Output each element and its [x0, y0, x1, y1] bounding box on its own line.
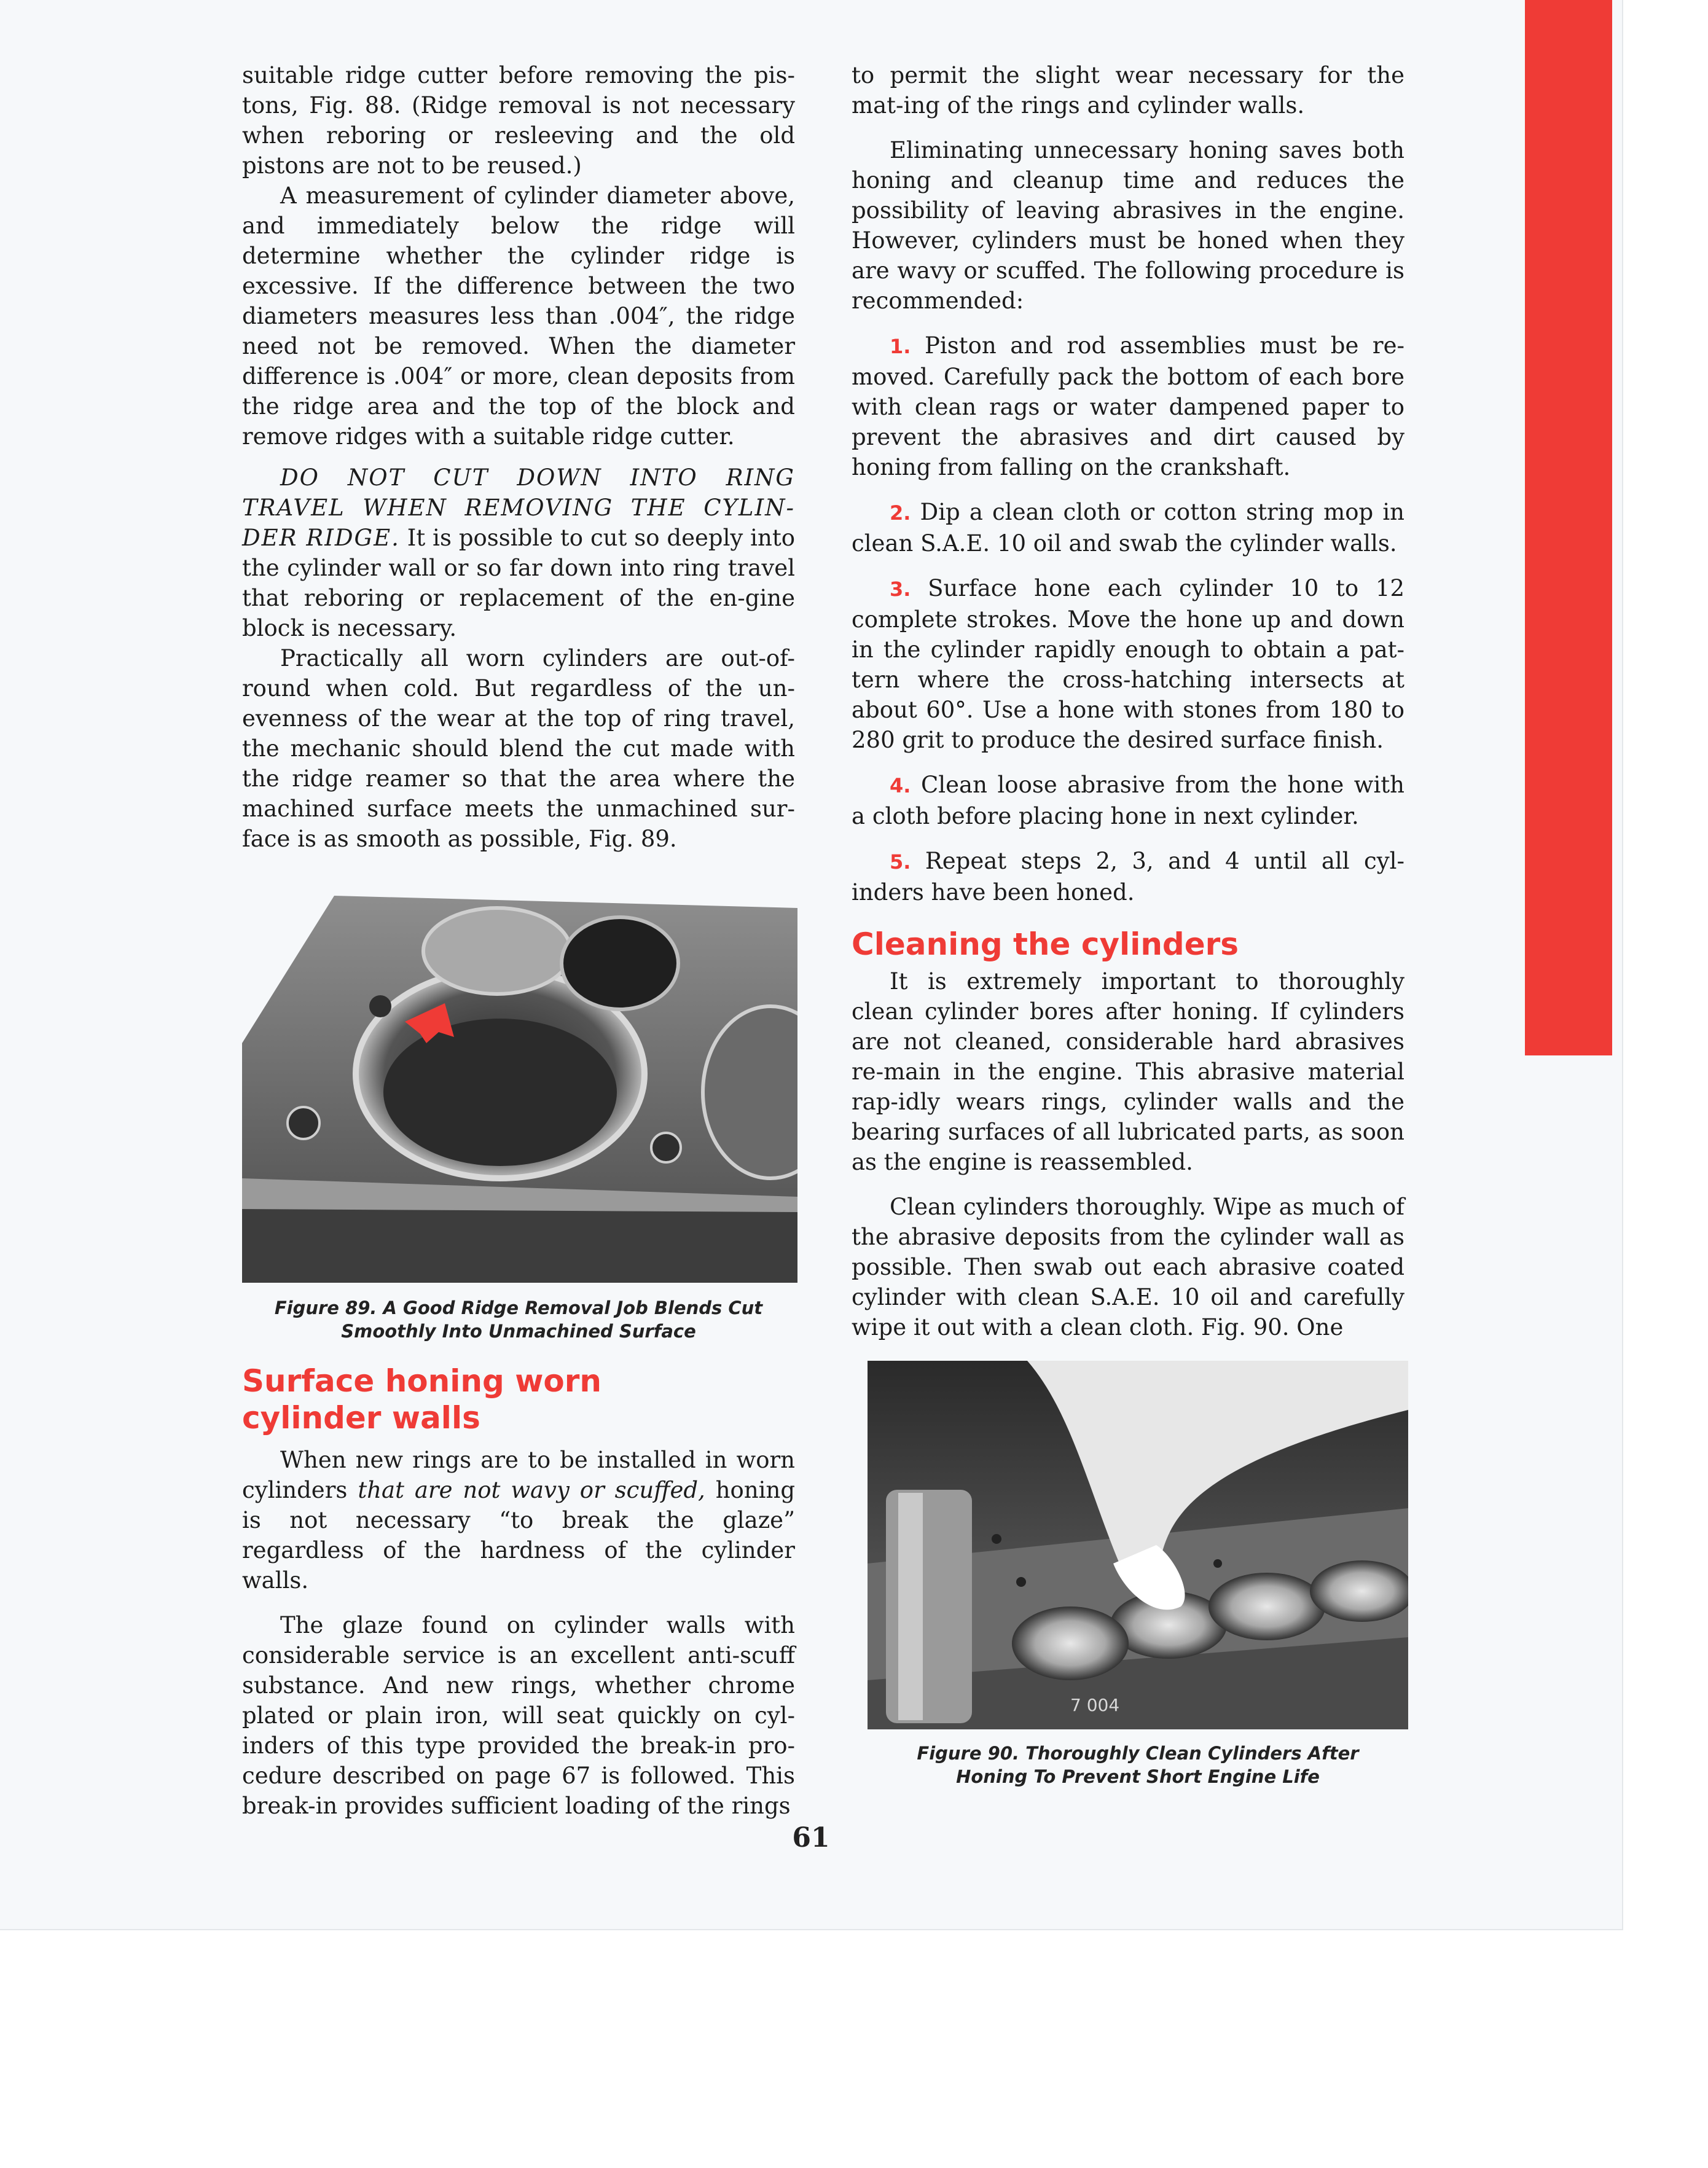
section-heading-cleaning: Cleaning the cylinders	[852, 926, 1239, 962]
block-stamp: 7 004	[1070, 1695, 1120, 1715]
step-text: Repeat steps 2, 3, and 4 until all cyl-inders have been honed.	[852, 848, 1404, 906]
step-text: Surface hone each cylinder 10 to 12 complete strokes. Move the hone up and down in the cylinder rapidly enough to obtain a pat-tern where the cross-hatching intersects at about 60°. Use a hone with stones from 180 to 280 grit to produce the desired surface finish.	[852, 575, 1404, 753]
step-text: Clean loose abrasive from the hone with a cloth before placing hone in next cylinder.	[852, 772, 1404, 829]
red-edge-tab	[1525, 0, 1612, 1055]
caption-line: Figure 89. A Good Ridge Removal Job Blends Cut	[274, 1297, 763, 1318]
paragraph-text: honing is not necessary “to break the glaze” regardless of the hardness of the cylinder walls.	[242, 1477, 796, 1594]
paragraph: The glaze found on cylinder walls with considerable service is an excellent anti-scuff substance. And new rings, whether chrome plated or plain iron, will seat quickly on cyl-inders of this type provided the break-in pro-cedure described on page 67 is followed. This break-in provides sufficient loading of the rings	[242, 1612, 795, 1819]
figure-90-photo	[868, 1361, 1408, 1729]
step-1	[852, 331, 1404, 482]
heading-line: cylinder walls	[242, 1400, 480, 1436]
engine-block-ridge-image	[242, 890, 797, 1283]
paragraph: A measurement of cylinder diameter above, and immediately below the ridge will determine whether the cylinder ridge is excessive. If the difference between the two diameters measures less than .004″, the ridge need not be removed. When the diameter difference is .004″ or more, clean deposits from the ridge area and the top of the block and remove ridges with a suitable ridge cutter.	[242, 182, 795, 450]
paragraph-text: It is possible to cut so deeply into the cylinder wall or so far down into ring travel that reboring or replacement of the en-gine block is necessary.	[242, 525, 795, 641]
section-heading-surface-honing	[242, 1363, 795, 1436]
left-column	[242, 60, 795, 1821]
caption-line: Smoothly Into Unmachined Surface	[341, 1321, 696, 1342]
step-5	[852, 846, 1404, 907]
paragraph-warning	[242, 463, 795, 643]
warning-text: DO NOT CUT DOWN INTO RING TRAVEL WHEN REMOVING THE CYLIN-DER RIDGE.	[242, 464, 795, 551]
step-number: 1.	[890, 335, 911, 358]
paragraph-text: When new rings are to be installed in worn cylinders	[242, 1447, 795, 1503]
caption-line: Honing To Prevent Short Engine Life	[956, 1766, 1320, 1787]
paragraph: suitable ridge cutter before removing the pis-tons, Fig. 88. (Ridge removal is not necessary when reboring or resleeving and the old pistons are not to be reused.)	[242, 62, 795, 179]
step-number: 5.	[890, 850, 911, 874]
emphasis-text: that are not wavy or scuffed,	[358, 1477, 705, 1503]
paragraph: It is extremely important to thoroughly clean cylinder bores after honing. If cylinders are not cleaned, considerable hard abrasives re-main in the engine. This abrasive material rap-idly wears rings, cylinder walls and the bearing surfaces of all lubricated parts, as soon as the engine is reassembled.	[852, 968, 1404, 1175]
paragraph: Practically all worn cylinders are out-of-round when cold. But regardless of the un-evenness of the wear at the top of ring travel, the mechanic should blend the cut made with the ridge reamer so that the area where the machined surface meets the unmachined sur-face is as smooth as possible, Fig. 89.	[242, 645, 795, 852]
figure-89-caption	[242, 1296, 795, 1343]
figure-90-caption	[868, 1742, 1408, 1788]
heading-line: Surface honing worn	[242, 1363, 601, 1399]
caption-line: Figure 90. Thoroughly Clean Cylinders After	[917, 1743, 1359, 1764]
step-3	[852, 573, 1404, 755]
paragraph: Clean cylinders thoroughly. Wipe as much of the abrasive deposits from the cylinder wall as possible. Then swab out each abrasive coated cylinder with clean S.A.E. 10 oil and carefully wipe it out with a clean cloth. Fig. 90. One	[852, 1194, 1404, 1340]
step-number: 4.	[890, 774, 911, 797]
right-column	[852, 60, 1404, 1788]
step-text: Piston and rod assemblies must be re-moved. Carefully pack the bottom of each bore with clean rags or water dampened paper to prevent the abrasives and dirt caused by honing from falling on the crankshaft.	[852, 332, 1404, 480]
cylinder-cleaning-image	[868, 1361, 1408, 1729]
figure-89-photo	[242, 890, 797, 1283]
paragraph	[242, 1445, 795, 1595]
step-2	[852, 497, 1404, 558]
step-number: 3.	[890, 577, 911, 601]
paragraph: Eliminating unnecessary honing saves both honing and cleanup time and reduces the possibility of leaving abrasives in the engine. However, cylinders must be honed when they are wavy or scuffed. The following procedure is recommended:	[852, 137, 1404, 314]
step-number: 2.	[890, 501, 911, 525]
paragraph: to permit the slight wear necessary for the mat-ing of the rings and cylinder walls.	[852, 62, 1404, 119]
page-number: 61	[792, 1822, 830, 1853]
step-4	[852, 770, 1404, 831]
step-text: Dip a clean cloth or cotton string mop in clean S.A.E. 10 oil and swab the cylinder walls.	[852, 499, 1404, 557]
